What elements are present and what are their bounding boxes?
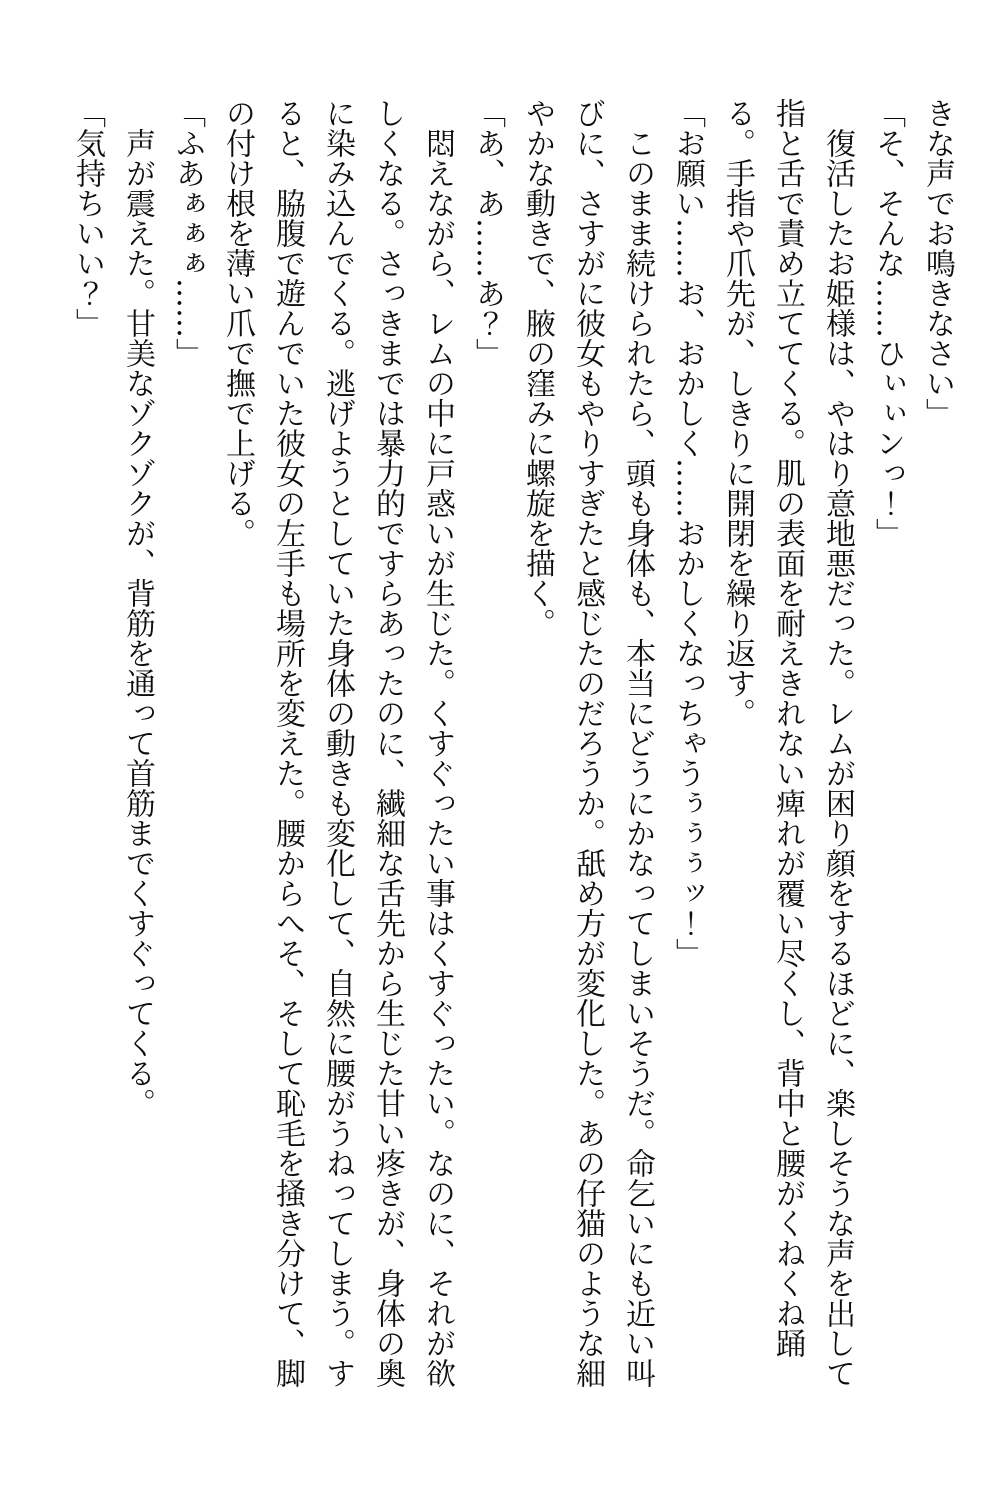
continuation-paragraph: きな声でお鳴きなさい」 bbox=[920, 98, 955, 428]
vertical-text-block bbox=[62, 98, 962, 1400]
dialogue-paragraph: 「ふあぁぁぁ……」 bbox=[170, 98, 205, 368]
narration-paragraph: 悶えながら、レムの中に戸惑いが生じた。くすぐったい事はくすぐったい。なのに、それが欲しくなる。さっきまでは暴力的ですらあったのに、繊細な舌先から生じた甘い疼きが、身体の奥に染み込んでくる。逃げようとしていた身体の動きも変化して、自然に腰がうねってしまう。すると、脇腹で遊んでいた彼女の左手も場所を変えた。腰からへそ、そして恥毛を掻き分けて、脚の付け根を薄い爪で撫で上げる。 bbox=[220, 98, 455, 1388]
dialogue-paragraph: 「あ、あ……あ？」 bbox=[470, 98, 505, 368]
narration-paragraph: 復活したお姫様は、やはり意地悪だった。レムが困り顔をするほどに、楽しそうな声を出して指と舌で責め立ててくる。肌の表面を耐えきれない痺れが覆い尽くし、背中と腰がくねくね踊る。手指や爪先が、しきりに開閉を繰り返す。 bbox=[720, 98, 855, 1388]
dialogue-paragraph: 「気持ちいい？」 bbox=[70, 98, 105, 338]
dialogue-paragraph: 「そ、そんな……ひぃぃンっ！」 bbox=[870, 98, 905, 548]
dialogue-paragraph: 「お願い……お、おかしく……おかしくなっちゃうぅぅぅッ！」 bbox=[670, 98, 705, 968]
narration-paragraph: このまま続けられたら、頭も身体も、本当にどうにかなってしまいそうだ。命乞いにも近い叫びに、さすがに彼女もやりすぎたと感じたのだろうか。舐め方が変化した。あの仔猫のような細やかな動きで、腋の窪みに螺旋を描く。 bbox=[520, 98, 655, 1388]
narration-paragraph: 声が震えた。甘美なゾクゾクが、背筋を通って首筋までくすぐってくる。 bbox=[120, 128, 155, 1118]
